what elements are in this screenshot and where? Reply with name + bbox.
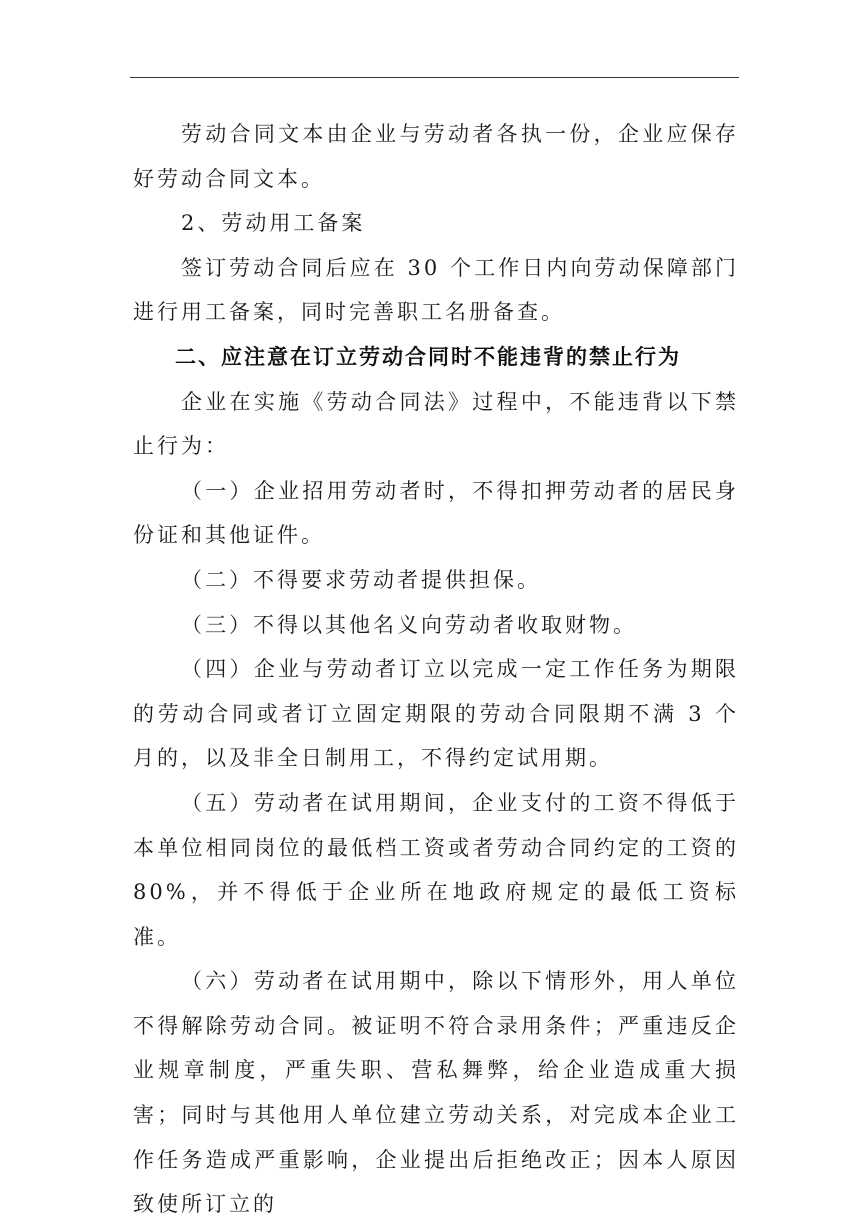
paragraph-item-3: （三）不得以其他名义向劳动者收取财物。 — [181, 612, 637, 637]
paragraph-filing-title: 2、劳动用工备案 — [181, 211, 366, 236]
paragraph-item-5: （五）劳动者在试用期间，企业支付的工资不得低于本单位相同岗位的最低档工资或者劳动合同约定的工资的 80%，并不得低于企业所在地政府规定的最低工资标准。 — [133, 790, 739, 949]
paragraph-item-2: （二）不得要求劳动者提供担保。 — [181, 567, 541, 592]
paragraph-contract-copies: 劳动合同文本由企业与劳动者各执一份，企业应保存好劳动合同文本。 — [133, 122, 739, 191]
section-heading-prohibited-acts: 二、应注意在订立劳动合同时不能违背的禁止行为 — [175, 344, 681, 369]
header-rule — [130, 77, 739, 78]
paragraph-item-4: （四）企业与劳动者订立以完成一定工作任务为期限的劳动合同或者订立固定期限的劳动合同限期不满 3 个月的，以及非全日制用工，不得约定试用期。 — [133, 657, 739, 771]
paragraph-item-6: （六）劳动者在试用期中，除以下情形外，用人单位不得解除劳动合同。被证明不符合录用条件；严重违反企业规章制度，严重失职、营私舞弊，给企业造成重大损害；同时与其他用人单位建立劳动关系，对完成本企业工作任务造成严重影响，企业提出后拒绝改正；因本人原因致使所订立的 — [133, 969, 739, 1217]
paragraph-item-1: （一）企业招用劳动者时，不得扣押劳动者的居民身份证和其他证件。 — [133, 478, 739, 548]
paragraph-filing-deadline: 签订劳动合同后应在 30 个工作日内向劳动保障部门进行用工备案，同时完善职工名册备查。 — [133, 255, 739, 325]
paragraph-prohibited-intro: 企业在实施《劳动合同法》过程中，不能违背以下禁止行为： — [133, 389, 739, 459]
document-body — [133, 112, 739, 1227]
